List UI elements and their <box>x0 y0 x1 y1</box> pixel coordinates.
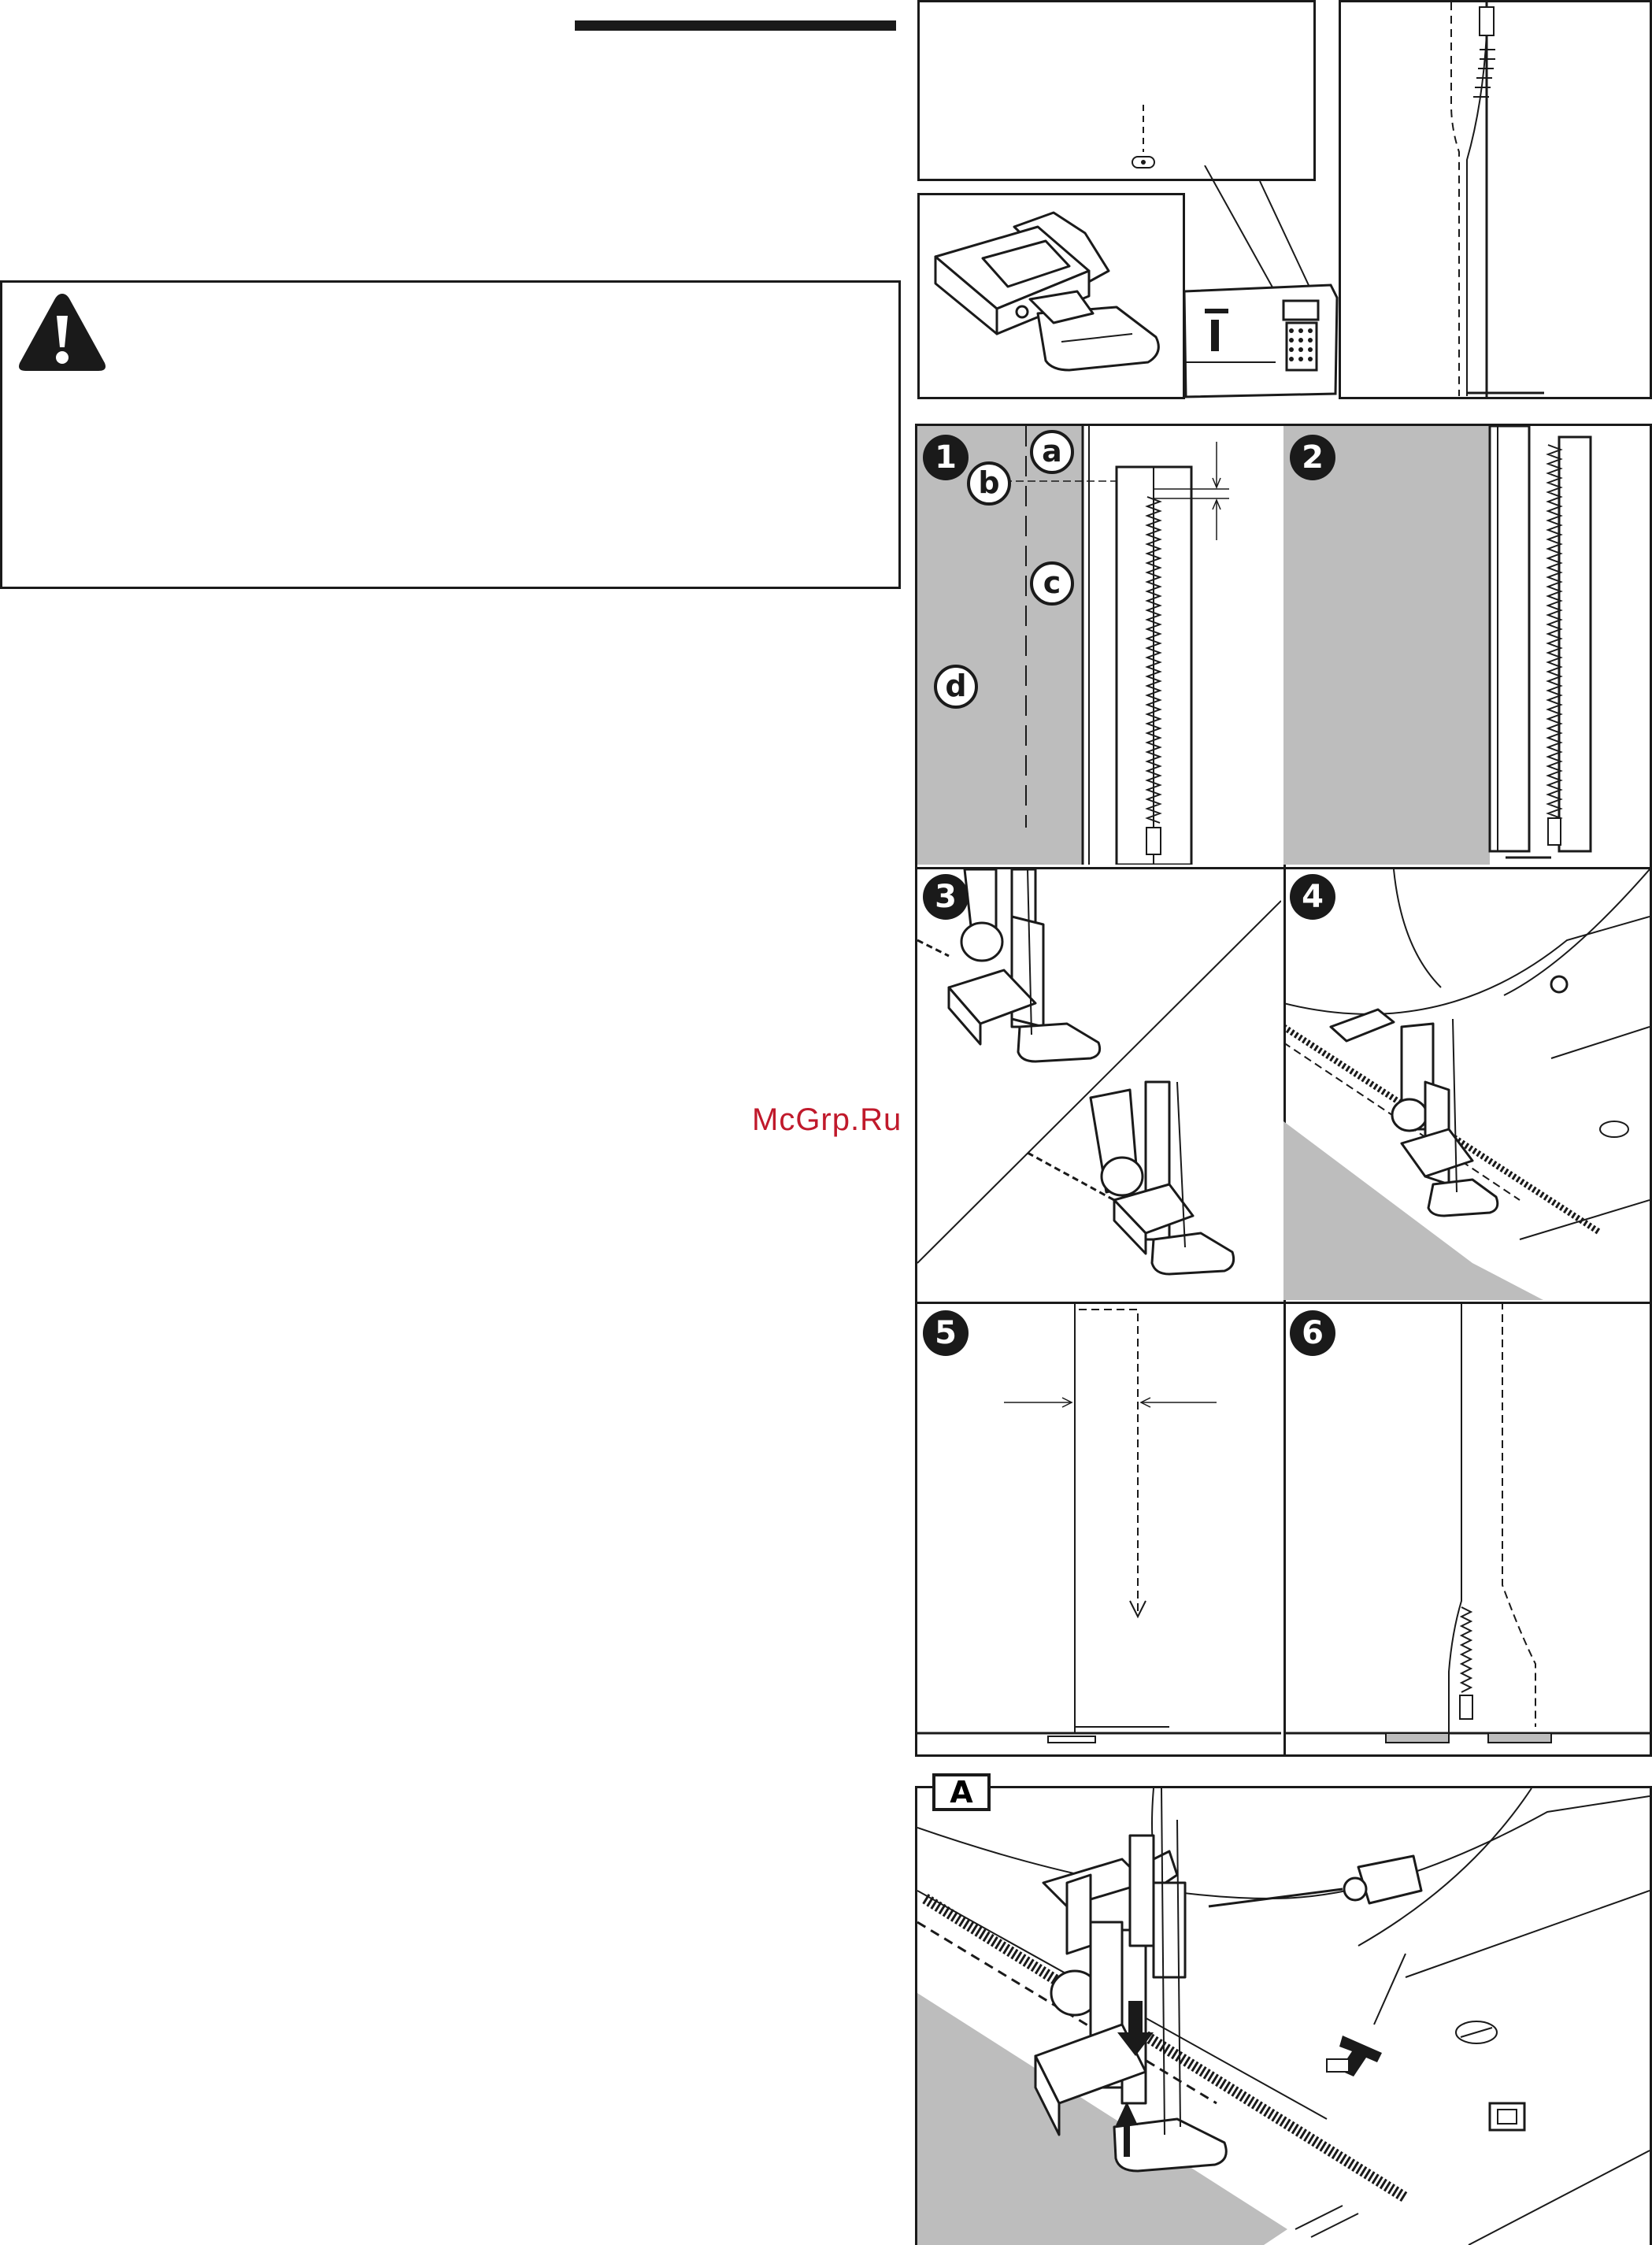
figure-a-label: A <box>932 1773 991 1811</box>
figure-a-panel <box>915 1786 1652 2245</box>
step-2-number: 2 <box>1290 435 1335 480</box>
step-6-number: 6 <box>1290 1310 1335 1356</box>
warning-box <box>0 280 901 589</box>
finished-zipper-panel <box>1339 0 1652 399</box>
step-3-panel <box>917 869 1281 1300</box>
watermark-text: McGrp.Ru <box>752 1102 902 1137</box>
step-5-panel <box>917 1302 1281 1750</box>
display-screen-panel <box>917 0 1316 181</box>
label-a: a <box>1030 430 1074 474</box>
step-5-number: 5 <box>923 1310 969 1356</box>
step-4-number: 4 <box>1290 874 1335 920</box>
warning-triangle-icon <box>15 289 109 376</box>
heading-rule <box>575 20 896 31</box>
zipper-foot-panel <box>917 193 1185 399</box>
step-3-number: 3 <box>923 874 969 920</box>
label-d: d <box>934 665 978 709</box>
step-1-number: 1 <box>923 435 969 480</box>
step-6-panel <box>1283 1302 1650 1750</box>
sewing-machine-icon <box>1181 165 1346 402</box>
label-b: b <box>967 461 1011 506</box>
label-c: c <box>1030 561 1074 606</box>
step-2-panel <box>1283 426 1650 865</box>
step-4-panel <box>1283 869 1650 1300</box>
